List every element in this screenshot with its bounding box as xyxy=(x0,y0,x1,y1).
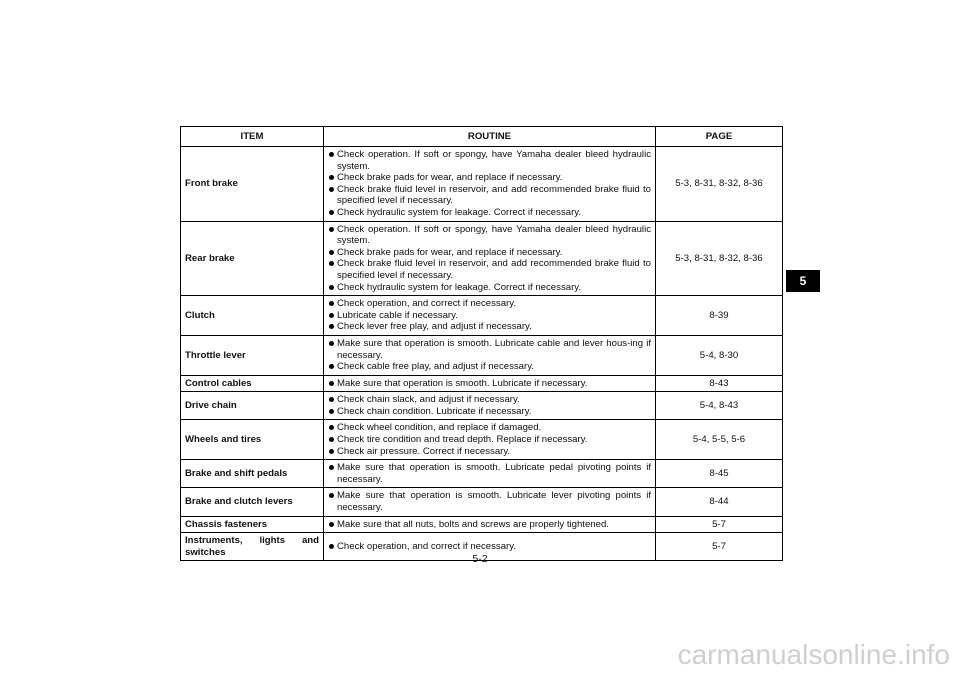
bullet-icon xyxy=(329,313,334,318)
routine-list xyxy=(328,149,651,219)
bullet-icon xyxy=(329,449,334,454)
routine-text: Check brake fluid level in reservoir, and add recommended brake fluid to specified level if necessary. xyxy=(337,258,651,281)
routine-text: Make sure that operation is smooth. Lubricate lever pivoting points if necessary. xyxy=(337,490,651,514)
bullet-icon xyxy=(329,324,334,329)
bullet-icon xyxy=(329,250,334,255)
page-ref-cell: 8-44 xyxy=(656,488,783,516)
bullet-icon xyxy=(329,152,334,157)
page-ref-cell: 8-43 xyxy=(656,375,783,392)
table-header-row xyxy=(181,127,783,147)
page-ref-cell: 8-39 xyxy=(656,296,783,336)
list-item xyxy=(328,224,651,247)
routine-text: Make sure that operation is smooth. Lubricate if necessary. xyxy=(337,377,588,389)
pre-operation-checklist-table xyxy=(180,126,783,561)
watermark: carmanualsonline.info xyxy=(677,639,950,670)
page-ref-cell: 5-7 xyxy=(656,533,783,561)
bullet-icon xyxy=(329,187,334,192)
routine-list xyxy=(328,298,651,333)
header-page: PAGE xyxy=(656,127,783,147)
routine-cell xyxy=(324,375,656,392)
routine-text: Check tire condition and tread depth. Replace if necessary. xyxy=(337,434,588,446)
list-item xyxy=(328,541,651,553)
bullet-icon xyxy=(329,381,334,386)
item-cell: Drive chain xyxy=(181,392,324,420)
bullet-icon xyxy=(329,210,334,215)
item-cell: Instruments, lights and switches xyxy=(181,533,324,561)
page-number: 5-2 xyxy=(472,553,488,565)
routine-text: Check operation. If soft or spongy, have Yamaha dealer bleed hydraulic system. xyxy=(337,149,651,172)
bullet-icon xyxy=(329,227,334,232)
list-item xyxy=(328,422,651,434)
routine-cell xyxy=(324,516,656,533)
table-row xyxy=(181,392,783,420)
routine-text: Check chain slack, and adjust if necessary. xyxy=(337,394,520,406)
routine-text: Make sure that all nuts, bolts and screws are properly tightened. xyxy=(337,518,609,530)
bullet-icon xyxy=(329,261,334,266)
routine-text: Check operation. If soft or spongy, have Yamaha dealer bleed hydraulic system. xyxy=(337,223,651,247)
routine-text: Check operation, and correct if necessary. xyxy=(337,298,516,310)
routine-text: Check chain condition. Lubricate if necessary. xyxy=(337,405,532,417)
list-item xyxy=(328,361,651,373)
routine-list xyxy=(328,422,651,457)
list-item xyxy=(328,310,651,322)
table-body xyxy=(181,147,783,561)
item-cell: Wheels and tires xyxy=(181,420,324,460)
table-row xyxy=(181,460,783,488)
list-item xyxy=(328,172,651,184)
list-item xyxy=(328,282,651,294)
routine-list xyxy=(328,490,651,513)
table-row xyxy=(181,296,783,336)
routine-text: Check air pressure. Correct if necessary. xyxy=(337,445,511,457)
page-ref-cell: 5-7 xyxy=(656,516,783,533)
bullet-icon xyxy=(329,465,334,470)
list-item xyxy=(328,149,651,172)
table-row xyxy=(181,375,783,392)
item-cell: Brake and shift pedals xyxy=(181,460,324,488)
routine-text: Check brake pads for wear, and replace if necessary. xyxy=(337,246,563,258)
routine-text: Check brake pads for wear, and replace if necessary. xyxy=(337,172,563,184)
routine-cell xyxy=(324,488,656,516)
routine-text: Make sure that operation is smooth. Lubricate cable and lever hous-ing if necessary. xyxy=(337,337,651,361)
routine-text: Check operation, and correct if necessary. xyxy=(337,541,516,553)
list-item xyxy=(328,338,651,361)
item-cell: Chassis fasteners xyxy=(181,516,324,533)
table-row xyxy=(181,488,783,516)
list-item xyxy=(328,434,651,446)
table-row xyxy=(181,420,783,460)
routine-list xyxy=(328,462,651,485)
item-cell: Control cables xyxy=(181,375,324,392)
bullet-icon xyxy=(329,522,334,527)
list-item xyxy=(328,184,651,207)
list-item xyxy=(328,462,651,485)
routine-list xyxy=(328,338,651,373)
routine-list xyxy=(328,224,651,294)
table-row xyxy=(181,147,783,222)
routine-cell xyxy=(324,392,656,420)
item-cell: Clutch xyxy=(181,296,324,336)
routine-text: Check hydraulic system for leakage. Correct if necessary. xyxy=(337,281,582,293)
page-ref-cell: 5-4, 8-30 xyxy=(656,335,783,375)
chapter-tab: 5 xyxy=(786,270,820,292)
list-item xyxy=(328,490,651,513)
bullet-icon xyxy=(329,341,334,346)
bullet-icon xyxy=(329,544,334,549)
routine-text: Check lever free play, and adjust if necessary. xyxy=(337,321,532,333)
routine-cell xyxy=(324,221,656,296)
routine-text: Check wheel condition, and replace if damaged. xyxy=(337,422,542,434)
table-row xyxy=(181,335,783,375)
routine-text: Check hydraulic system for leakage. Correct if necessary. xyxy=(337,206,582,218)
routine-text: Make sure that operation is smooth. Lubricate pedal pivoting points if necessary. xyxy=(337,462,651,485)
page-ref-cell: 5-4, 5-5, 5-6 xyxy=(656,420,783,460)
table-row xyxy=(181,221,783,296)
item-cell: Throttle lever xyxy=(181,335,324,375)
routine-list xyxy=(328,519,651,531)
bullet-icon xyxy=(329,493,334,498)
page-ref-cell: 8-45 xyxy=(656,460,783,488)
header-routine: ROUTINE xyxy=(324,127,656,147)
list-item xyxy=(328,258,651,281)
table-row xyxy=(181,516,783,533)
bullet-icon xyxy=(329,397,334,402)
bullet-icon xyxy=(329,409,334,414)
list-item xyxy=(328,446,651,458)
list-item xyxy=(328,207,651,219)
page-ref-cell: 5-4, 8-43 xyxy=(656,392,783,420)
list-item xyxy=(328,519,651,531)
item-cell: Front brake xyxy=(181,147,324,222)
routine-text: Check brake fluid level in reservoir, and add recommended brake fluid to specified level if necessary. xyxy=(337,183,651,207)
routine-text: Check cable free play, and adjust if necessary. xyxy=(337,361,534,373)
routine-cell xyxy=(324,335,656,375)
page-ref-cell: 5-3, 8-31, 8-32, 8-36 xyxy=(656,221,783,296)
list-item xyxy=(328,298,651,310)
routine-list xyxy=(328,541,651,553)
list-item xyxy=(328,378,651,390)
routine-list xyxy=(328,394,651,417)
routine-cell xyxy=(324,147,656,222)
list-item xyxy=(328,247,651,259)
bullet-icon xyxy=(329,175,334,180)
routine-cell xyxy=(324,296,656,336)
bullet-icon xyxy=(329,364,334,369)
bullet-icon xyxy=(329,425,334,430)
bullet-icon xyxy=(329,285,334,290)
list-item xyxy=(328,394,651,406)
item-cell: Brake and clutch levers xyxy=(181,488,324,516)
header-item: ITEM xyxy=(181,127,324,147)
item-cell: Rear brake xyxy=(181,221,324,296)
routine-cell xyxy=(324,460,656,488)
bullet-icon xyxy=(329,301,334,306)
bullet-icon xyxy=(329,437,334,442)
routine-cell xyxy=(324,420,656,460)
list-item xyxy=(328,406,651,418)
page-ref-cell: 5-3, 8-31, 8-32, 8-36 xyxy=(656,147,783,222)
routine-text: Lubricate cable if necessary. xyxy=(337,309,458,321)
routine-list xyxy=(328,378,651,390)
list-item xyxy=(328,321,651,333)
